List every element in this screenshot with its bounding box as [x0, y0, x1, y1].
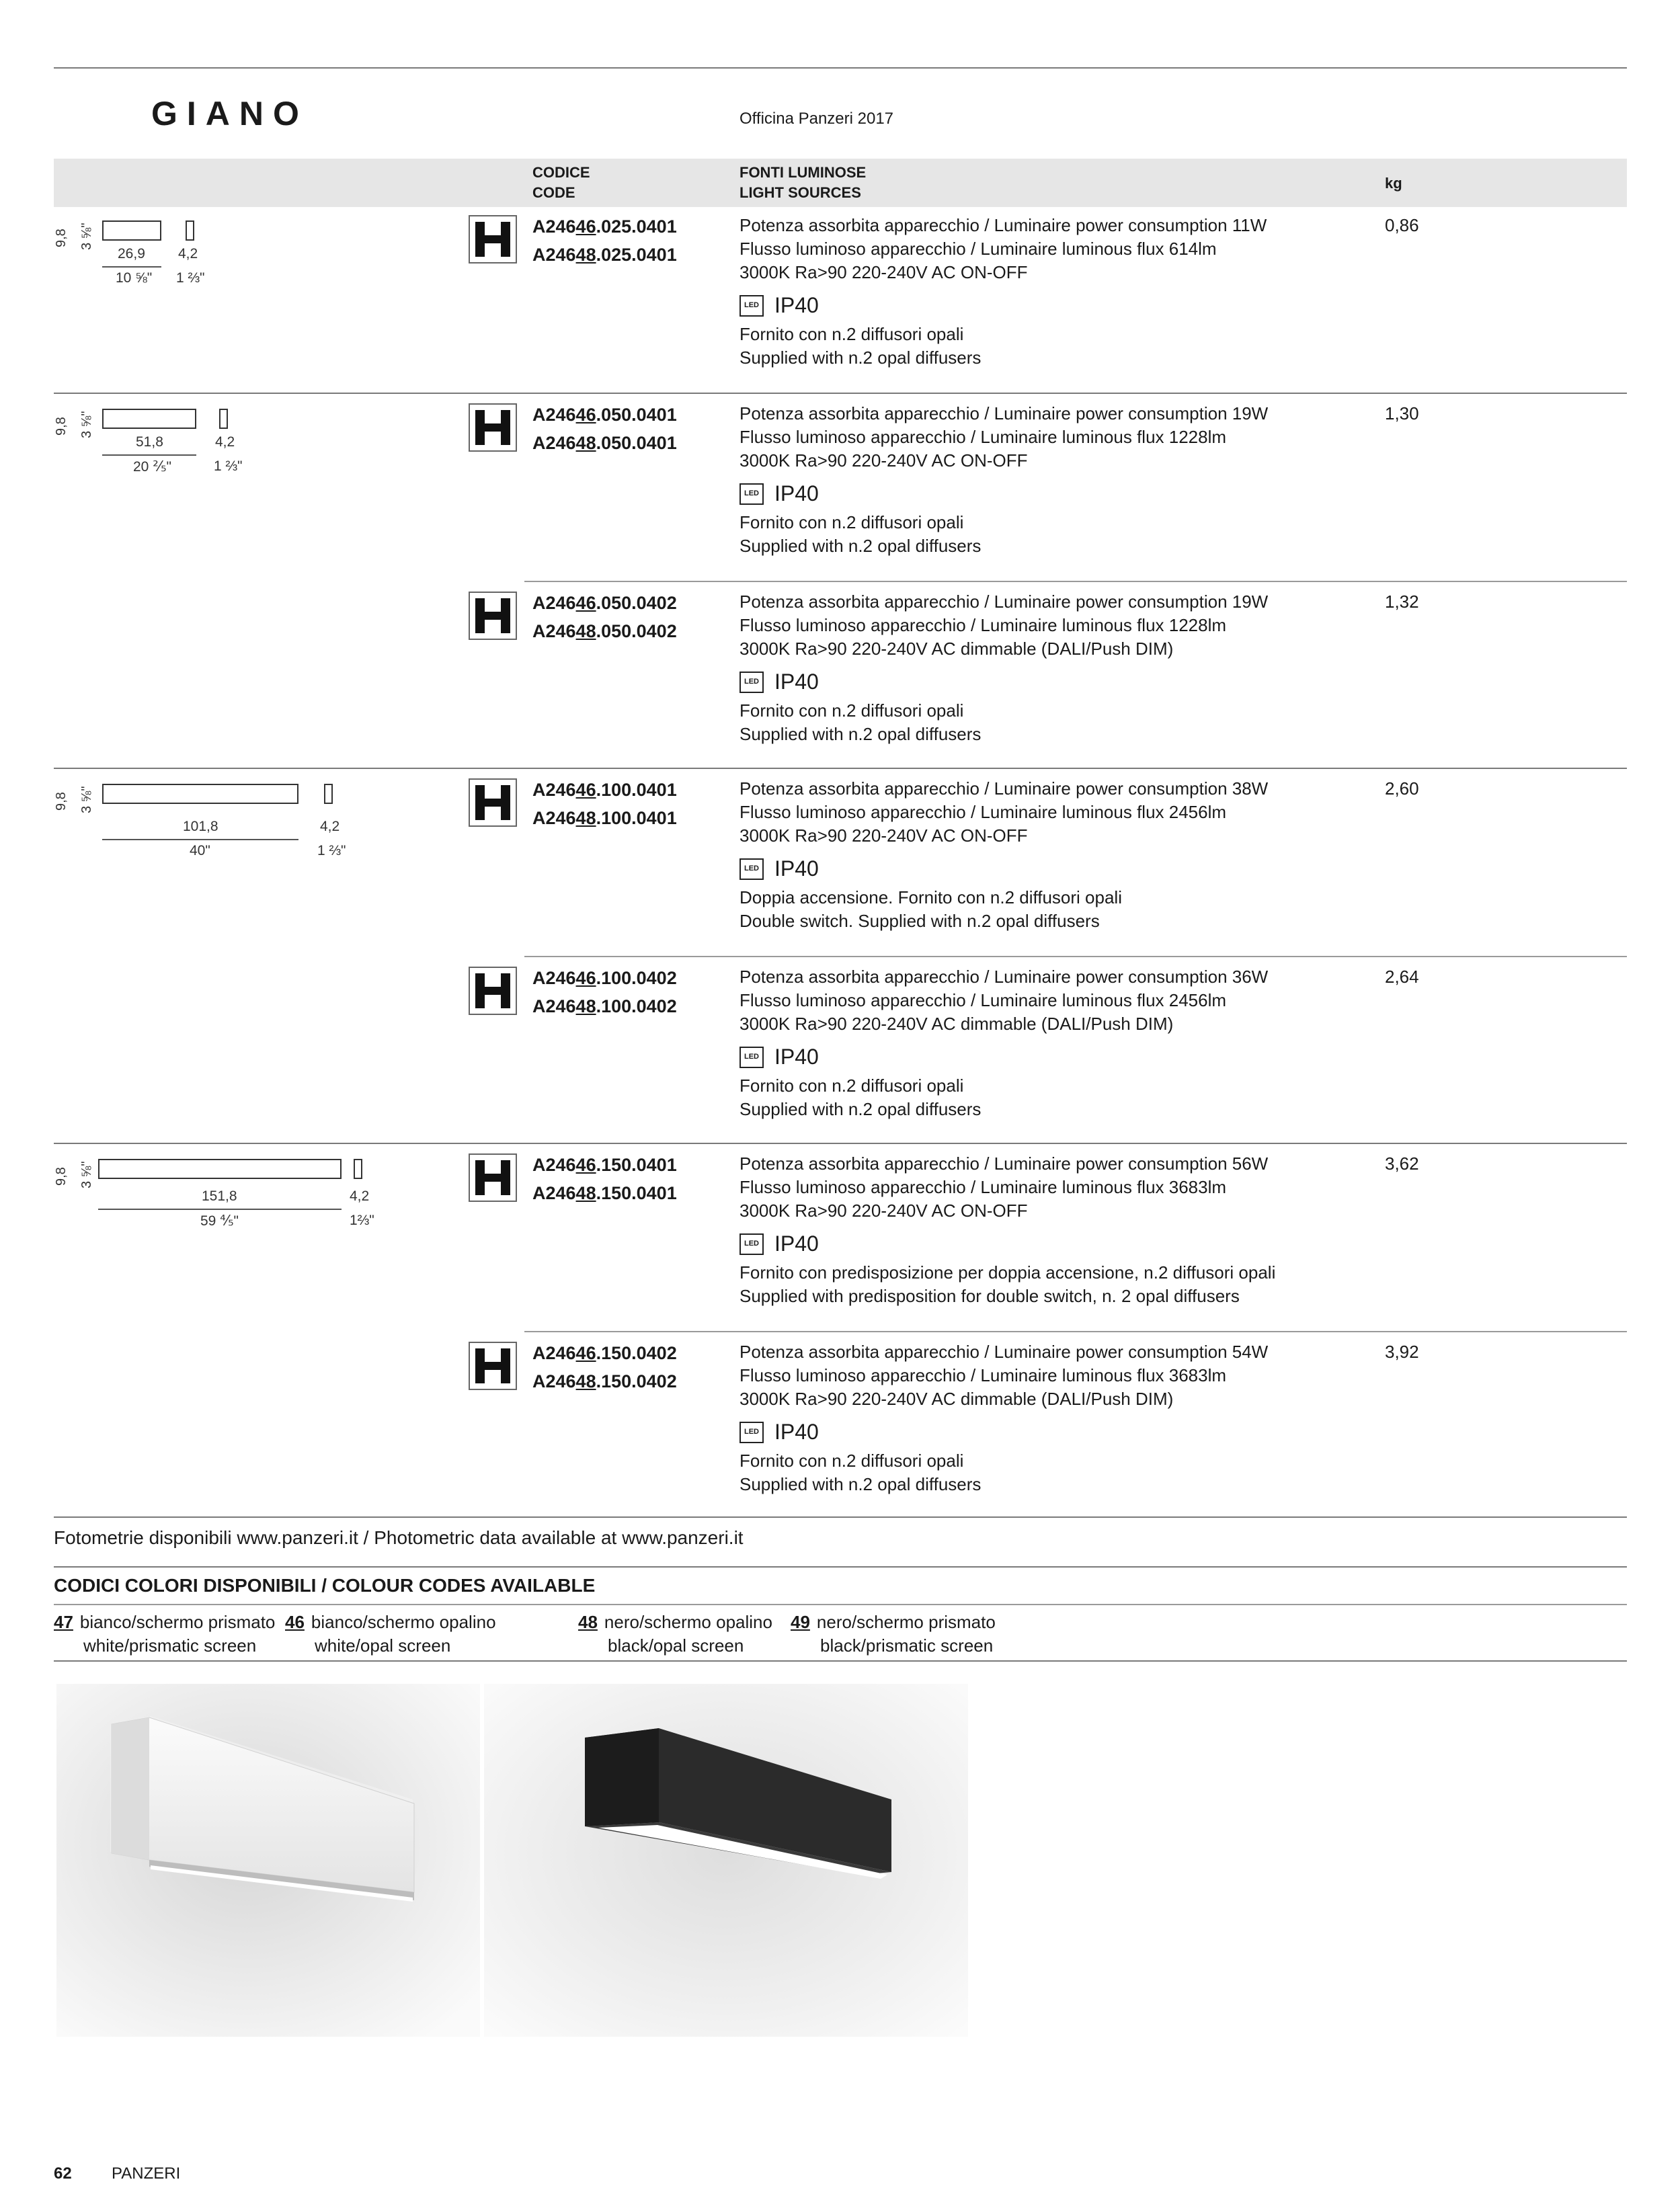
ip-rating: IP40 [774, 481, 819, 505]
light-source-description: Potenza assorbita apparecchio / Luminaire power consumption 54W Flusso luminoso apparecchio / Luminaire luminous flux 3683lm 3000K Ra>90 220-240V AC dimmable (DALI/Push DIM) LED IP40 Fornito con n.2 diffusori opali Supplied with n.2 opal diffusers [739, 1342, 1269, 1494]
colour-code-item: 46 bianco/schermo opalino white/opal screen [285, 1612, 496, 1656]
light-source-description: Potenza assorbita apparecchio / Luminaire power consumption 36W Flusso luminoso apparecchio / Luminaire luminous flux 2456lm 3000K Ra>90 220-240V AC dimmable (DALI/Push DIM) LED IP40 Fornito con n.2 diffusori opali Supplied with n.2 opal diffusers [739, 967, 1269, 1119]
light-source-description: Potenza assorbita apparecchio / Luminaire power consumption 19W Flusso luminoso apparecchio / Luminaire luminous flux 1228lm 3000K Ra>90 220-240V AC ON-OFF LED IP40 Fornito con n.2 diffusori opali Supplied with n.2 opal diffusers [739, 403, 1269, 556]
depth-dim-in: 1 ⅔" [176, 270, 205, 286]
header-light-sources: FONTI LUMINOSE LIGHT SOURCES [739, 164, 867, 201]
led-icon: LED [739, 483, 764, 505]
table-header [54, 159, 1627, 207]
table-bottom-rule [54, 1516, 1627, 1518]
designer-credit: Officina Panzeri 2017 [739, 110, 894, 128]
wall-mount-icon [469, 967, 517, 1015]
header-kg: kg [1385, 175, 1402, 192]
product-code: A24646.100.0401 A24648.100.0401 [532, 780, 677, 828]
variant-divider [524, 581, 1627, 582]
product-code: A24646.025.0401 A24648.025.0401 [532, 216, 677, 265]
page-number: 62 [54, 2164, 72, 2183]
wall-mount-icon [469, 592, 517, 640]
wall-mount-icon [469, 1153, 517, 1202]
colour-code-item: 48 nero/schermo opalino black/opal screen [578, 1612, 772, 1656]
colour-code-item: 49 nero/schermo prismato black/prismatic screen [791, 1612, 996, 1656]
fixture-side-drawing [186, 220, 194, 241]
ip-rating: IP40 [774, 1045, 819, 1069]
light-source-description: Potenza assorbita apparecchio / Luminaire power consumption 11W Flusso luminoso apparecchio / Luminaire luminous flux 614lm 3000K Ra>90 220-240V AC ON-OFF LED IP40 Fornito con n.2 diffusori opali Supplied with n.2 opal diffusers [739, 215, 1267, 368]
fixture-side-drawing [219, 409, 228, 429]
group-divider [54, 1143, 1627, 1144]
weight-value: 1,30 [1385, 403, 1419, 423]
led-icon: LED [739, 1233, 764, 1255]
product-code: A24646.150.0401 A24648.150.0401 [532, 1155, 677, 1203]
led-icon: LED [739, 672, 764, 693]
top-rule [54, 67, 1627, 69]
ip-rating: IP40 [774, 670, 819, 694]
wall-mount-icon [469, 778, 517, 827]
fixture-front-drawing [102, 220, 161, 241]
fixture-front-drawing [98, 1159, 342, 1179]
ip-rating: IP40 [774, 1420, 819, 1444]
product-code: A24646.050.0401 A24648.050.0401 [532, 405, 677, 453]
product-code: A24646.100.0402 A24648.100.0402 [532, 968, 677, 1016]
wall-mount-icon [469, 403, 517, 452]
black-fixture-photo [484, 1684, 968, 2037]
weight-value: 2,60 [1385, 778, 1419, 799]
product-code: A24646.050.0402 A24648.050.0402 [532, 593, 677, 641]
photometry-note: Fotometrie disponibili www.panzeri.it / Photometric data available at www.panzeri.it [54, 1527, 744, 1548]
fixture-side-drawing [324, 784, 333, 804]
depth-dim-cm: 4,2 [178, 246, 198, 261]
header-codice: CODICE CODE [532, 164, 590, 201]
ip-rating: IP40 [774, 856, 819, 881]
brand-title: GIANO [151, 95, 309, 132]
height-dim-in: 3 ⅝" [79, 222, 94, 250]
ip-rating: IP40 [774, 1231, 819, 1256]
length-dim-cm: 26,9 [118, 246, 145, 261]
white-fixture-photo [56, 1684, 480, 2037]
footer-brand: PANZERI [112, 2164, 181, 2183]
group-divider [54, 393, 1627, 394]
product-code: A24646.150.0402 A24648.150.0402 [532, 1343, 677, 1391]
colour-codes-title: CODICI COLORI DISPONIBILI / COLOUR CODES AVAILABLE [54, 1575, 596, 1596]
colour-code-item: 47 bianco/schermo prismato white/prismatic screen [54, 1612, 276, 1656]
fixture-front-drawing [102, 784, 298, 804]
light-source-description: Potenza assorbita apparecchio / Luminaire power consumption 56W Flusso luminoso apparecchio / Luminaire luminous flux 3683lm 3000K Ra>90 220-240V AC ON-OFF LED IP40 Fornito con predisposizione per doppia accensione, n.2 diffusori opali Supplied with predisposition for double switch, n. 2 opal diffusers [739, 1153, 1276, 1306]
weight-value: 3,92 [1385, 1342, 1419, 1362]
led-icon: LED [739, 295, 764, 317]
fixture-front-drawing [102, 409, 196, 429]
group-divider [54, 768, 1627, 769]
variant-divider [524, 956, 1627, 957]
weight-value: 2,64 [1385, 967, 1419, 987]
height-dim-cm: 9,8 [54, 229, 69, 247]
wall-mount-icon [469, 1342, 517, 1390]
ip-rating: IP40 [774, 293, 819, 317]
length-dim-in: 10 ⅝" [116, 270, 153, 286]
wall-mount-icon [469, 215, 517, 263]
variant-divider [524, 1331, 1627, 1332]
led-icon: LED [739, 858, 764, 880]
weight-value: 1,32 [1385, 592, 1419, 612]
weight-value: 0,86 [1385, 215, 1419, 235]
led-icon: LED [739, 1422, 764, 1443]
led-icon: LED [739, 1047, 764, 1068]
fixture-side-drawing [354, 1159, 362, 1179]
light-source-description: Potenza assorbita apparecchio / Luminaire power consumption 19W Flusso luminoso apparecchio / Luminaire luminous flux 1228lm 3000K Ra>90 220-240V AC dimmable (DALI/Push DIM) LED IP40 Fornito con n.2 diffusori opali Supplied with n.2 opal diffusers [739, 592, 1269, 744]
weight-value: 3,62 [1385, 1153, 1419, 1174]
light-source-description: Potenza assorbita apparecchio / Luminaire power consumption 38W Flusso luminoso apparecchio / Luminaire luminous flux 2456lm 3000K Ra>90 220-240V AC ON-OFF LED IP40 Doppia accensione. Fornito con n.2 diffusori opali Double switch. Supplied with n.2 opal diffusers [739, 778, 1269, 931]
